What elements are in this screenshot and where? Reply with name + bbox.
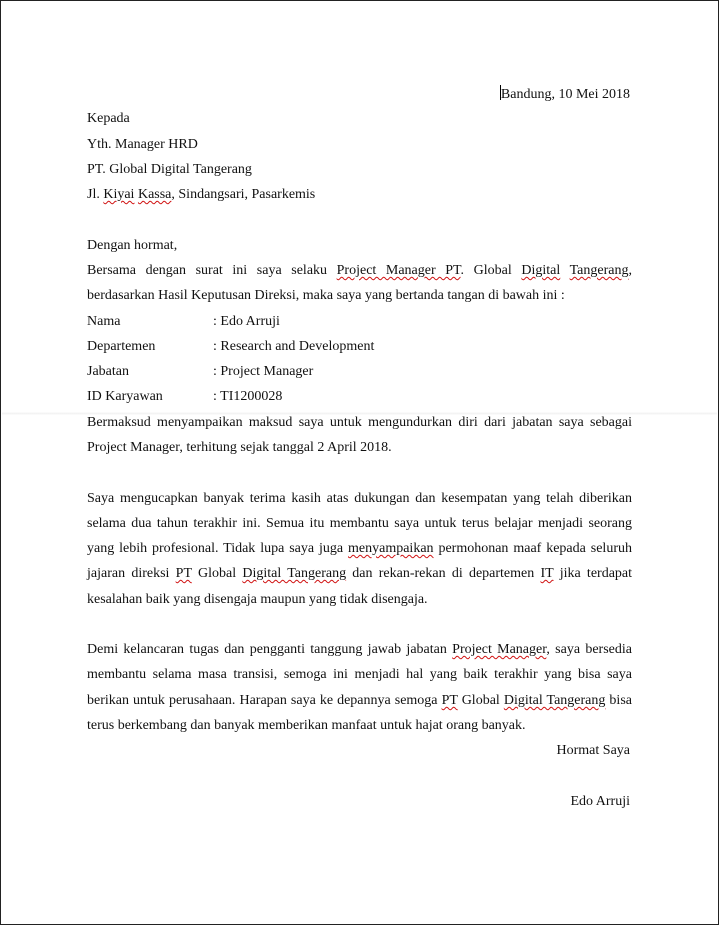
para3-line-3: berikan untuk perusahaan. Harapan saya ke depannya semoga PT Global Digital Tangerang bisa [87, 693, 632, 708]
para2-line-4: jajaran direksi PT Global Digital Tangerang dan rekan-rekan di departemen IT jika terdapat [87, 566, 633, 581]
spellcheck-word[interactable]: Digital Tangerang [503, 693, 606, 708]
spellcheck-word[interactable]: Kiyai [103, 187, 135, 202]
opening-line-1: Bersama dengan surat ini saya selaku Project Manager PT. Global Digital Tangerang, [87, 263, 632, 278]
field-label: ID Karyawan [87, 389, 163, 404]
spellcheck-word[interactable]: Project Manager [452, 642, 547, 657]
field-value: : Edo Arruji [213, 314, 280, 329]
field-departemen [87, 338, 374, 356]
spellcheck-word[interactable]: Digital Tangerang [242, 566, 347, 581]
spellcheck-word[interactable]: PT [441, 693, 458, 708]
para3-line-2: membantu selama masa transisi, semoga ini menjadi hal yang baik terakhir yang bisa saya [87, 667, 632, 682]
spellcheck-word[interactable]: IT [540, 566, 554, 581]
spellcheck-word[interactable]: Tangerang [569, 263, 629, 278]
recipient-address: Jl. Kiyai Kassa, Sindangsari, Pasarkemis [87, 187, 316, 202]
recipient-company: PT. Global Digital Tangerang [87, 162, 252, 177]
spellcheck-word[interactable]: PT [175, 566, 192, 581]
field-value: : Research and Development [213, 339, 375, 354]
spellcheck-word[interactable]: Project Manager PT [336, 263, 461, 278]
field-value: : Project Manager [213, 364, 314, 379]
para3-line-1: Demi kelancaran tugas dan pengganti tanggung jawab jabatan Project Manager, saya bersedia [87, 642, 632, 657]
field-nama [87, 313, 280, 331]
para3-line-4: terus berkembang dan banyak memberikan manfaat untuk hajat orang banyak. [87, 718, 526, 733]
field-label: Nama [87, 314, 121, 329]
field-value: : TI1200028 [213, 389, 283, 404]
recipient-title: Yth. Manager HRD [87, 137, 198, 152]
para1-line-1: Bermaksud menyampaikan maksud saya untuk mengundurkan diri dari jabatan saya sebagai [87, 415, 632, 430]
recipient-to: Kepada [87, 111, 130, 126]
para2-line-3: yang lebih profesional. Tidak lupa saya juga menyampaikan permohonan maaf kepada seluruh [87, 541, 632, 556]
field-label: Departemen [87, 339, 156, 354]
letter-date[interactable]: Bandung, 10 Mei 2018 [500, 87, 630, 102]
field-label: Jabatan [87, 364, 129, 379]
greeting: Dengan hormat, [87, 238, 178, 253]
opening-line-2: berdasarkan Hasil Keputusan Direksi, maka saya yang bertanda tangan di bawah ini : [87, 288, 565, 303]
para1-line-2: Project Manager, terhitung sejak tanggal 2 April 2018. [87, 440, 392, 455]
para2-line-2: selama dua tahun terakhir ini. Semua itu membantu saya untuk terus belajar menjadi seorang [87, 516, 632, 531]
spellcheck-word[interactable]: menyampaikan [348, 541, 434, 556]
spellcheck-word[interactable]: Digital [521, 263, 561, 278]
spellcheck-word[interactable]: Kassa [137, 187, 172, 202]
signature-name: Edo Arruji [570, 794, 630, 809]
para2-line-5: kesalahan baik yang disengaja maupun yang tidak disengaja. [87, 592, 428, 607]
field-id-karyawan [87, 388, 282, 406]
field-jabatan [87, 363, 313, 381]
closing-salutation: Hormat Saya [556, 743, 630, 758]
para2-line-1: Saya mengucapkan banyak terima kasih atas dukungan dan kesempatan yang telah diberikan [87, 491, 632, 506]
